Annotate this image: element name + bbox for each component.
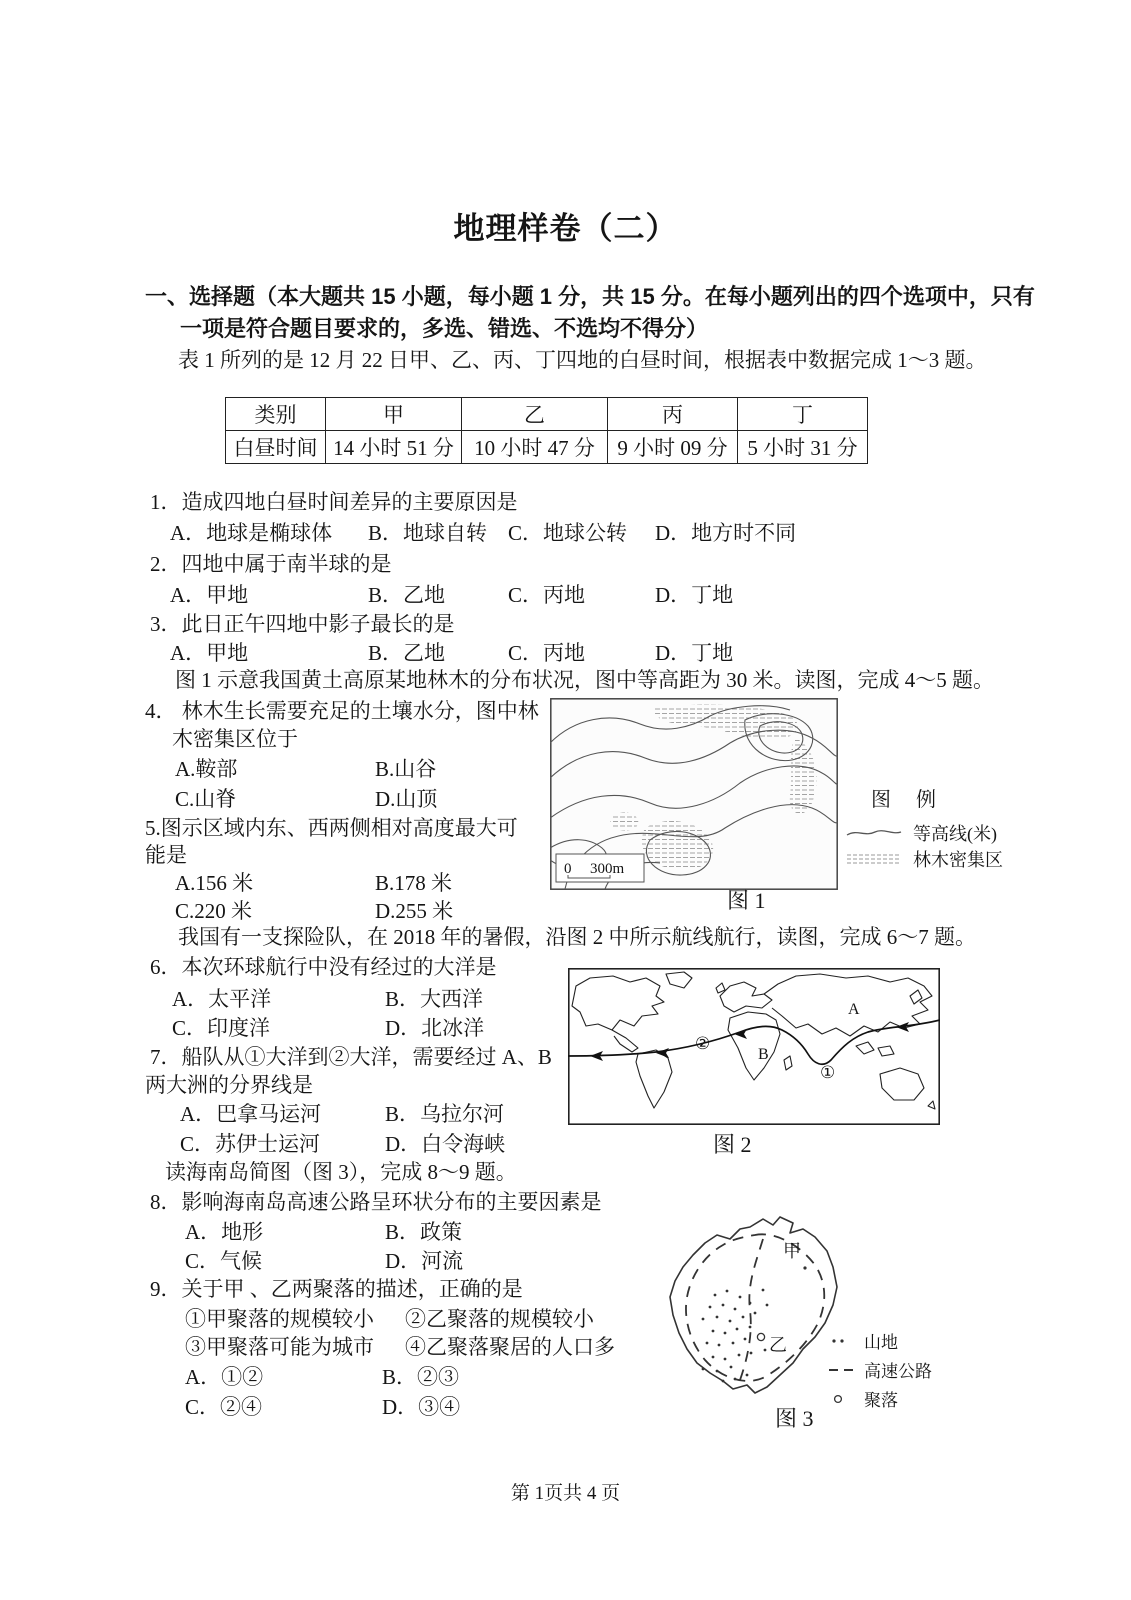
table-intro: 表 1 所列的是 12 月 22 日甲、乙、丙、丁四地的白昼时间，根据表中数据完成 1～3 题。: [178, 348, 987, 372]
fig1-legend-title: 图 例: [871, 789, 946, 811]
table-cell: 5 小时 31 分: [738, 431, 868, 464]
table-cell: 10 小时 47 分: [462, 431, 608, 464]
q3-option-d: D．丁地: [655, 641, 734, 665]
q8-option-c: C．气候: [185, 1249, 263, 1273]
q7-option-b: B．乌拉尔河: [385, 1102, 505, 1126]
fig2-label-ocean2: ②: [695, 1034, 711, 1053]
fig1-contour-map: [550, 698, 838, 890]
mountain-dots-symbol: [828, 1336, 854, 1346]
q7-stem-line1: 7．船队从①大洋到②大洋，需要经过 A、B: [150, 1045, 552, 1069]
fig3-intro: 读海南岛简图（图 3），完成 8～9 题。: [165, 1160, 517, 1184]
fig1-legend: [845, 783, 1003, 872]
fig3-caption: 图 3: [775, 1406, 814, 1431]
q1-stem: 1．造成四地白昼时间差异的主要原因是: [150, 490, 518, 514]
q3-option-b: B．乙地: [368, 641, 446, 665]
q9-option-d: D．③④: [382, 1395, 461, 1419]
q4-option-c: C.山脊: [175, 787, 237, 811]
table-header-cell: 甲: [326, 398, 462, 431]
q8-stem: 8．影响海南岛高速公路呈环状分布的主要因素是: [150, 1190, 602, 1214]
table-header-cell: 乙: [462, 398, 608, 431]
q5-option-a: A.156 米: [175, 871, 254, 895]
table-header-cell: 类别: [226, 398, 326, 431]
contour-line-symbol: [845, 826, 903, 840]
q1-option-a: A．地球是椭球体: [170, 521, 333, 545]
fig3-legend-highway-row: [828, 1355, 932, 1384]
q1-option-d: D．地方时不同: [655, 521, 797, 545]
q4-stem-line1: 4． 林木生长需要充足的土壤水分，图中林: [145, 699, 539, 723]
q4-stem-line2: 木密集区位于: [172, 727, 298, 751]
q9-option-b: B．②③: [382, 1365, 460, 1389]
q3-option-a: A．甲地: [170, 641, 249, 665]
island-outline: [670, 1217, 837, 1393]
fig1-scale-bar: [556, 854, 644, 882]
q4-option-b: B.山谷: [375, 757, 437, 781]
forest-area-symbol: [845, 852, 903, 866]
page-title: 地理样卷（二）: [453, 211, 678, 246]
q9-statement-1: ①甲聚落的规模较小: [185, 1307, 374, 1331]
fig1-legend-forest-label: 林木密集区: [913, 850, 1003, 870]
fig2-label-asia: A: [848, 1001, 860, 1018]
q9-statement-4: ④乙聚落聚居的人口多: [405, 1335, 615, 1359]
highway-ring: [686, 1234, 824, 1381]
q9-stem: 9．关于甲 、乙两聚落的描述，正确的是: [150, 1277, 523, 1301]
q2-option-d: D．丁地: [655, 583, 734, 607]
q9-statement-2: ②乙聚落的规模较小: [405, 1307, 594, 1331]
q2-option-b: B．乙地: [368, 583, 446, 607]
fig3-legend-settlement-row: [828, 1384, 932, 1413]
table-cell: 9 小时 09 分: [608, 431, 738, 464]
q7-option-d: D．白令海峡: [385, 1132, 506, 1156]
fig1-legend-contour-row: [845, 820, 1003, 846]
fig1-legend-contour-label: 等高线(米): [913, 824, 997, 844]
fig1-caption: 图 1: [727, 888, 766, 913]
q8-option-d: D．河流: [385, 1249, 464, 1273]
section-heading-line2: 一项是符合题目要求的，多选、错选、不选均不得分）: [180, 316, 709, 341]
q5-stem-line1: 5.图示区域内东、西两侧相对高度最大可: [145, 816, 518, 840]
q5-stem-line2: 能是: [145, 843, 187, 867]
q6-option-d: D．北冰洋: [385, 1016, 485, 1040]
q5-option-b: B.178 米: [375, 871, 453, 895]
q4-option-d: D.山顶: [375, 787, 438, 811]
table-header-cell: 丁: [738, 398, 868, 431]
fig2-caption: 图 2: [713, 1132, 752, 1157]
scale-distance-label: 300m: [590, 861, 625, 877]
q5-option-d: D.255 米: [375, 899, 454, 923]
q9-option-a: A．①②: [185, 1365, 264, 1389]
table-header-row: [226, 398, 868, 431]
highway-dash-symbol: [828, 1365, 854, 1375]
q7-option-c: C．苏伊士运河: [180, 1132, 321, 1156]
q7-stem-line2: 两大洲的分界线是: [145, 1073, 313, 1097]
table-header-cell: 丙: [608, 398, 738, 431]
fig1-legend-forest-row: [845, 846, 1003, 872]
fig3-legend-settlement-label: 聚落: [864, 1391, 898, 1410]
fig1-intro: 图 1 示意我国黄土高原某地林木的分布状况，图中等高距为 30 米。读图，完成 4～5 题。: [175, 668, 994, 692]
q6-option-a: A．太平洋: [172, 987, 272, 1011]
q3-stem: 3．此日正午四地中影子最长的是: [150, 612, 455, 636]
fig2-intro: 我国有一支探险队，在 2018 年的暑假，沿图 2 中所示航线航行，读图，完成 6～7 题。: [178, 925, 976, 949]
table-row-label: 白昼时间: [226, 431, 326, 464]
q2-option-a: A．甲地: [170, 583, 249, 607]
fig2-label-ocean1: ①: [820, 1063, 836, 1082]
q1-option-c: C．地球公转: [508, 521, 628, 545]
fig3-legend-highway-label: 高速公路: [864, 1362, 932, 1381]
q1-option-b: B．地球自转: [368, 521, 488, 545]
page-footer: 第 1页共 4 页: [510, 1483, 621, 1504]
fig3-hainan-map: [655, 1195, 855, 1410]
q6-option-c: C．印度洋: [172, 1016, 271, 1040]
q4-option-a: A.鞍部: [175, 757, 238, 781]
q8-option-b: B．政策: [385, 1220, 463, 1244]
q6-stem: 6．本次环球航行中没有经过的大洋是: [150, 955, 497, 979]
q2-option-c: C．丙地: [508, 583, 586, 607]
q2-stem: 2．四地中属于南半球的是: [150, 552, 392, 576]
settlement-circle-symbol: [828, 1393, 854, 1405]
q9-option-c: C．②④: [185, 1395, 263, 1419]
fig3-label-yi: 乙: [769, 1335, 787, 1355]
settlement-yi-circle: [757, 1333, 764, 1340]
q5-option-c: C.220 米: [175, 899, 253, 923]
table-cell: 14 小时 51 分: [326, 431, 462, 464]
fig3-label-jia: 甲: [783, 1241, 801, 1261]
table-data-row: [226, 431, 868, 464]
scale-zero-label: 0: [564, 861, 572, 877]
fig3-legend-mountain-label: 山地: [864, 1333, 898, 1352]
q7-option-a: A．巴拿马运河: [180, 1102, 322, 1126]
q9-statement-3: ③甲聚落可能为城市: [185, 1335, 374, 1359]
daylight-table: [225, 397, 868, 464]
section-heading-line1: 一、选择题（本大题共 15 小题，每小题 1 分，共 15 分。在每小题列出的四个选项中，只有: [145, 284, 1035, 309]
fig2-world-map: [568, 968, 940, 1125]
q8-option-a: A．地形: [185, 1220, 264, 1244]
q3-option-c: C．丙地: [508, 641, 586, 665]
q6-option-b: B．大西洋: [385, 987, 484, 1011]
fig3-legend: [828, 1326, 932, 1413]
fig3-legend-mountain-row: [828, 1326, 932, 1355]
fig2-label-africa: B: [758, 1046, 769, 1063]
